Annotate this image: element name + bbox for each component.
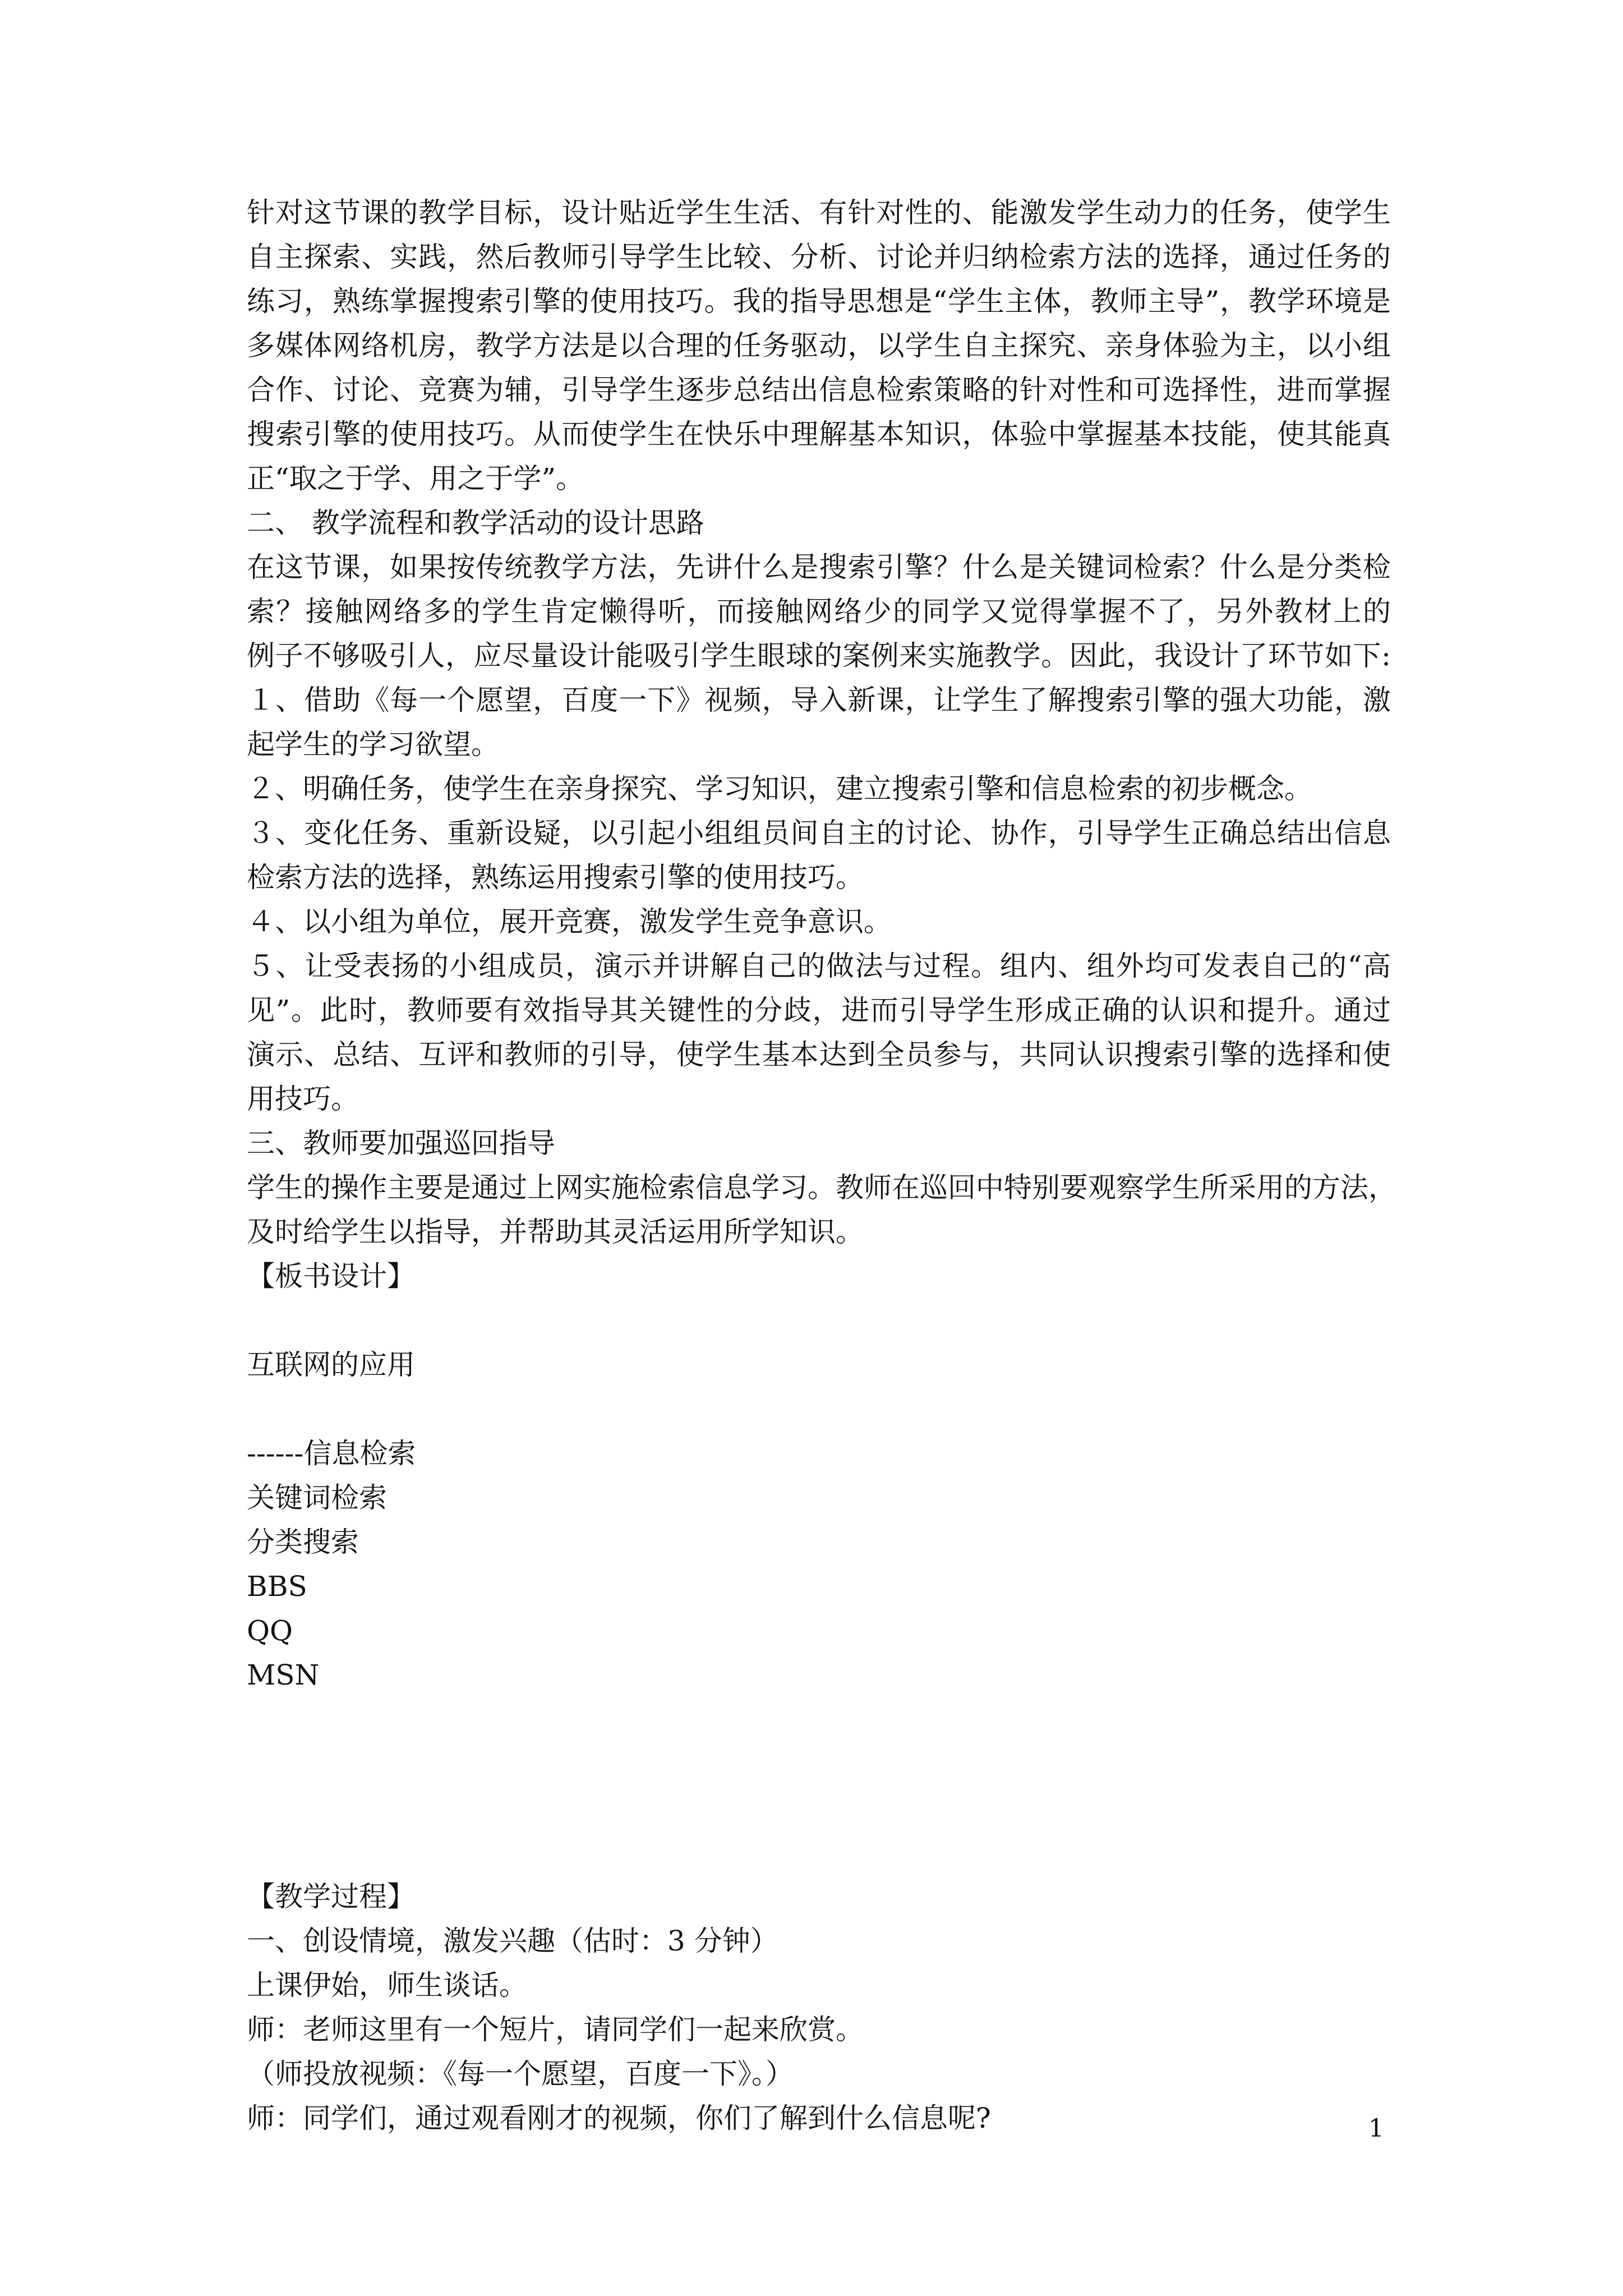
board-item: QQ bbox=[247, 1614, 293, 1647]
board-item: MSN bbox=[247, 1659, 320, 1691]
paragraph-line: ３、变化任务、重新设疑，以引起小组组员间自主的讨论、协作，引导学生正确总结出信息 bbox=[247, 817, 1391, 849]
paragraph-line: 自主探索、实践，然后教师引导学生比较、分析、讨论并归纳检索方法的选择，通过任务的 bbox=[247, 241, 1391, 273]
paragraph-line: 合作、讨论、竞赛为辅，引导学生逐步总结出信息检索策略的针对性和可选择性，进而掌握 bbox=[247, 374, 1391, 406]
board-title: 互联网的应用 bbox=[247, 1349, 415, 1381]
paragraph-line: 一、创设情境，激发兴趣（估时：3 分钟） bbox=[247, 1925, 778, 1957]
paragraph-line: 索？接触网络多的学生肯定懒得听，而接触网络少的同学又觉得掌握不了，另外教材上的 bbox=[247, 595, 1391, 628]
board-design-heading: 【板书设计】 bbox=[247, 1260, 415, 1292]
paragraph-line: 用技巧。 bbox=[247, 1083, 359, 1115]
intro-paragraph bbox=[247, 191, 1391, 501]
paragraph-line: 学生的操作主要是通过上网实施检索信息学习。教师在巡回中特别要观察学生所采用的方法， bbox=[247, 1171, 1396, 1204]
paragraph-line: 师：同学们，通过观看刚才的视频，你们了解到什么信息呢? bbox=[247, 2102, 991, 2134]
paragraph-line: （师投放视频：《每一个愿望，百度一下》。） bbox=[247, 2058, 794, 2090]
spacer bbox=[247, 1697, 1391, 1875]
paragraph-line: 及时给学生以指导，并帮助其灵活运用所学知识。 bbox=[247, 1216, 864, 1248]
teaching-process-section bbox=[247, 1919, 1391, 2141]
spacer bbox=[247, 1299, 1391, 1343]
paragraph-line: 起学生的学习欲望。 bbox=[247, 728, 499, 761]
teaching-process-heading: 【教学过程】 bbox=[247, 1880, 415, 1913]
section-heading: 二、 教学流程和教学活动的设计思路 bbox=[247, 507, 704, 539]
paragraph-line: 检索方法的选择，熟练运用搜索引擎的使用技巧。 bbox=[247, 861, 864, 894]
paragraph-line: 师：老师这里有一个短片，请同学们一起来欣赏。 bbox=[247, 2013, 864, 2046]
section-heading: 三、教师要加强巡回指导 bbox=[247, 1127, 555, 1159]
paragraph-line: 在这节课，如果按传统教学方法，先讲什么是搜索引擎？什么是关键词检索？什么是分类检 bbox=[247, 551, 1391, 583]
paragraph-line: １、借助《每一个愿望，百度一下》视频，导入新课，让学生了解搜索引擎的强大功能，激 bbox=[247, 684, 1391, 716]
board-items bbox=[247, 1476, 1391, 1697]
page-number: 1 bbox=[1368, 2114, 1384, 2143]
paragraph-line: 见”。此时，教师要有效指导其关键性的分歧，进而引导学生形成正确的认识和提升。通过 bbox=[247, 994, 1391, 1027]
paragraph-line: 多媒体网络机房，教学方法是以合理的任务驱动，以学生自主探究、亲身体验为主，以小组 bbox=[247, 329, 1391, 362]
board-item: 分类搜索 bbox=[247, 1526, 359, 1558]
spacer bbox=[247, 1387, 1391, 1432]
board-subtitle: ------信息检索 bbox=[247, 1437, 416, 1470]
paragraph-line: ２、明确任务，使学生在亲身探究、学习知识，建立搜索引擎和信息检索的初步概念。 bbox=[247, 772, 1312, 805]
guidance-section bbox=[247, 1166, 1396, 1254]
document-body bbox=[247, 191, 1396, 2141]
board-item: BBS bbox=[247, 1570, 307, 1603]
paragraph-line: ４、以小组为单位，展开竞赛，激发学生竞争意识。 bbox=[247, 905, 892, 938]
paragraph-line: 上课伊始，师生谈话。 bbox=[247, 1969, 527, 2001]
paragraph-line: 针对这节课的教学目标，设计贴近学生生活、有针对性的、能激发学生动力的任务，使学生 bbox=[247, 196, 1391, 229]
board-item: 关键词检索 bbox=[247, 1481, 387, 1514]
paragraph-line: 正“取之于学、用之于学”。 bbox=[247, 462, 584, 495]
paragraph-line: ５、让受表扬的小组成员，演示并讲解自己的做法与过程。组内、组外均可发表自己的“高 bbox=[247, 950, 1391, 982]
paragraph-line: 练习，熟练掌握搜索引擎的使用技巧。我的指导思想是“学生主体，教师主导”，教学环境是 bbox=[247, 285, 1391, 318]
paragraph-line: 演示、总结、互评和教师的引导，使学生基本达到全员参与，共同认识搜索引擎的选择和使 bbox=[247, 1038, 1391, 1071]
paragraph-line: 搜索引擎的使用技巧。从而使学生在快乐中理解基本知识，体验中掌握基本技能，使其能真 bbox=[247, 418, 1391, 450]
paragraph-line: 例子不够吸引人，应尽量设计能吸引学生眼球的案例来实施教学。因此，我设计了环节如下: bbox=[247, 639, 1391, 672]
design-rationale-section bbox=[247, 545, 1391, 1121]
